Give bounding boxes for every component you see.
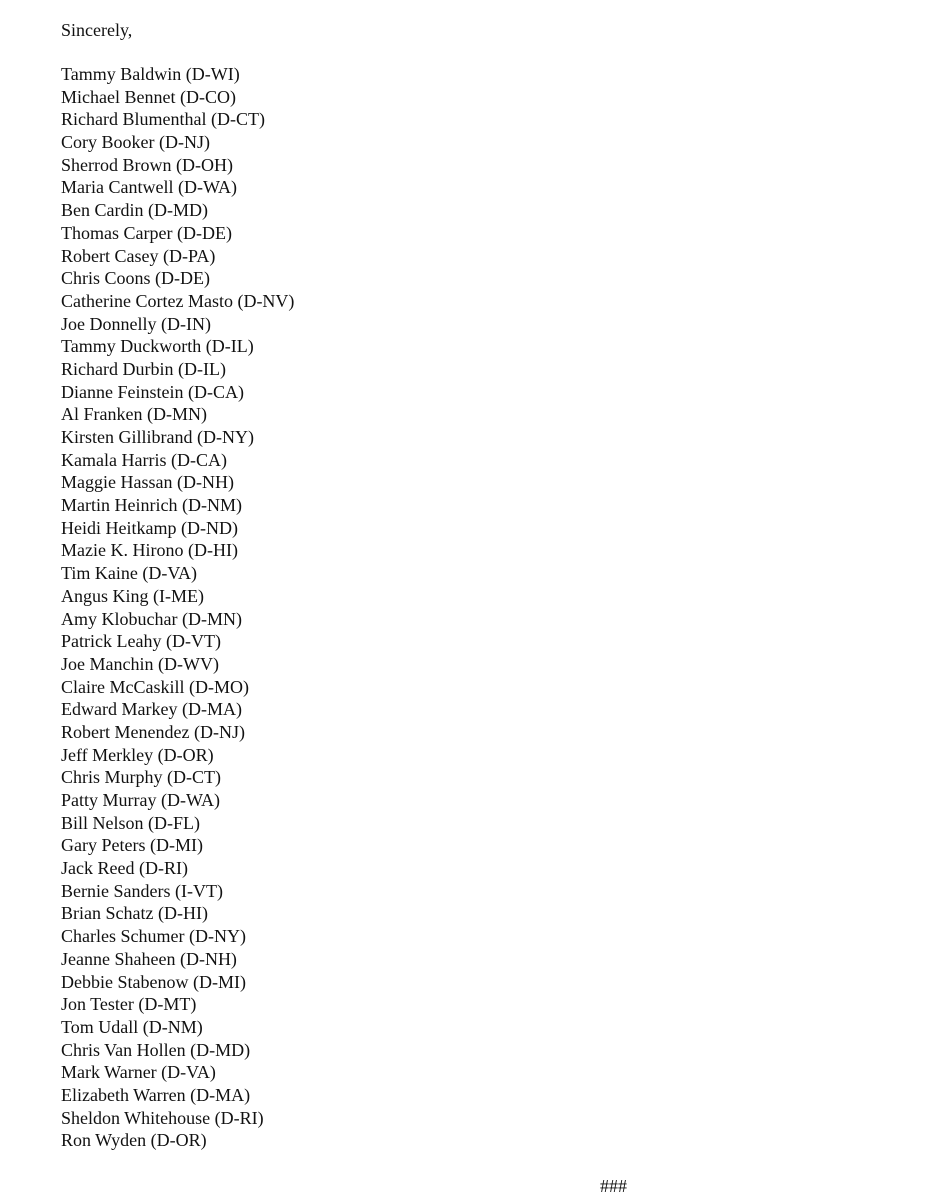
signatory-name: Chris Van Hollen (D-MD) [61, 1039, 251, 1060]
signatory-list [61, 63, 294, 1152]
signatory-name: Ben Cardin (D-MD) [61, 200, 208, 221]
signatory-name: Al Franken (D-MN) [61, 404, 207, 425]
signatory-name: Tammy Duckworth (D-IL) [61, 336, 254, 357]
signatory-name: Maggie Hassan (D-NH) [61, 472, 234, 493]
signatory-name: Tammy Baldwin (D-WI) [61, 64, 240, 84]
signatory-name: Kamala Harris (D-CA) [61, 449, 227, 470]
signatory-name: Chris Coons (D-DE) [61, 268, 210, 289]
signatory-name: Mark Warner (D-VA) [61, 1062, 216, 1083]
end-of-document-mark: ### [600, 1176, 627, 1196]
signatory-name: Patty Murray (D-WA) [61, 790, 220, 810]
signatory-name: Heidi Heitkamp (D-ND) [61, 517, 238, 538]
signatory-name: Maria Cantwell (D-WA) [61, 177, 237, 198]
signatory-name: Edward Markey (D-MA) [61, 699, 242, 720]
signatory-name: Kirsten Gillibrand (D-NY) [61, 427, 254, 447]
signatory-name: Tim Kaine (D-VA) [61, 563, 198, 584]
signatory-name: Joe Donnelly (D-IN) [61, 313, 211, 334]
signatory-name: Amy Klobuchar (D-MN) [61, 608, 242, 629]
signatory-name: Martin Heinrich (D-NM) [61, 495, 242, 516]
letter-closing: Sincerely, [61, 20, 133, 40]
signatory-name: Tom Udall (D-NM) [61, 1016, 203, 1037]
signatory-name: Dianne Feinstein (D-CA) [61, 381, 244, 402]
signatory-name: Robert Casey (D-PA) [61, 245, 216, 266]
signatory-name: Brian Schatz (D-HI) [61, 903, 208, 924]
signatory-name: Joe Manchin (D-WV) [61, 653, 219, 674]
signatory-name: Ron Wyden (D-OR) [61, 1130, 207, 1151]
signatory-name: Mazie K. Hirono (D-HI) [61, 540, 238, 561]
signatory-name: Charles Schumer (D-NY) [61, 926, 246, 947]
signatory-name: Jeff Merkley (D-OR) [61, 744, 214, 765]
signatory-name: Sherrod Brown (D-OH) [61, 154, 233, 175]
signatory-name: Patrick Leahy (D-VT) [61, 631, 221, 652]
signatory-name: Robert Menendez (D-NJ) [61, 721, 245, 742]
signatory-name: Elizabeth Warren (D-MA) [61, 1084, 251, 1105]
signatory-name: Sheldon Whitehouse (D-RI) [61, 1107, 264, 1128]
signatory-name: Claire McCaskill (D-MO) [61, 676, 249, 697]
signatory-name: Debbie Stabenow (D-MI) [61, 971, 246, 992]
signatory-name: Thomas Carper (D-DE) [61, 222, 232, 243]
signatory-name: Angus King (I-ME) [61, 585, 204, 606]
signatory-name: Cory Booker (D-NJ) [61, 132, 210, 153]
signatory-name: Catherine Cortez Masto (D-NV) [61, 290, 295, 311]
signatory-name: Bill Nelson (D-FL) [61, 812, 200, 833]
signatory-name: Jack Reed (D-RI) [61, 858, 188, 879]
signatory-name: Chris Murphy (D-CT) [61, 767, 221, 788]
signatory-name: Richard Blumenthal (D-CT) [61, 109, 265, 130]
signatory-name: Jon Tester (D-MT) [61, 994, 197, 1015]
signatory-name: Bernie Sanders (I-VT) [61, 880, 223, 901]
signatory-name: Michael Bennet (D-CO) [61, 86, 236, 107]
signatory-name: Richard Durbin (D-IL) [61, 358, 226, 379]
signatory-name: Jeanne Shaheen (D-NH) [61, 948, 237, 969]
signatory-name: Gary Peters (D-MI) [61, 835, 203, 856]
